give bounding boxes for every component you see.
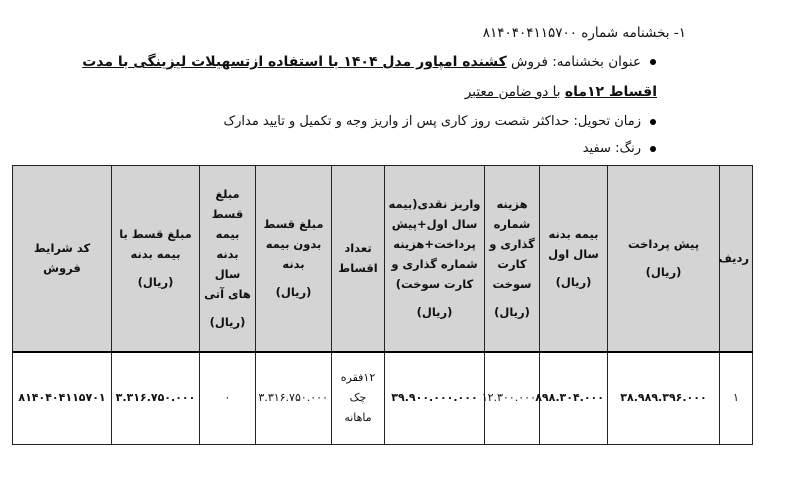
cell-insurance-installment: ۰ xyxy=(200,352,256,445)
subject-bold-term: اقساط ۱۲ماه xyxy=(564,84,657,100)
header-cell-installment-no-insurance: مبلغ قسط بدون بیمه بدنه (ریال) xyxy=(256,166,332,352)
table-header-row xyxy=(13,166,753,352)
color-line xyxy=(583,139,657,159)
subject-label: عنوان بخشنامه: xyxy=(552,54,641,70)
subject-prefix: فروش xyxy=(511,54,548,70)
header-cell-radif: ردیف xyxy=(720,166,753,352)
subject-suffix: با دو ضامن معتبر xyxy=(464,84,561,100)
header-cell-insurance-installment: مبلغ قسط بیمه بدنه سال های آتی (ریال) xyxy=(200,166,256,352)
delivery-line xyxy=(223,112,657,132)
cell-down-payment: ۳۸.۹۸۹.۳۹۶.۰۰۰ xyxy=(608,352,720,445)
header-cell-down-payment: پیش پرداخت (ریال) xyxy=(608,166,720,352)
cell-installment-with-insurance: ۳.۳۱۶.۷۵۰.۰۰۰ xyxy=(112,352,200,445)
header-cell-cash-deposit: واریز نقدی(بیمه سال اول+پیش پرداخت+هزینه شماره گذاری و کارت سوخت) (ریال) xyxy=(385,166,485,352)
subject-line xyxy=(82,52,657,72)
cell-installment-no-insurance: ۳.۳۱۶.۷۵۰.۰۰۰ xyxy=(256,352,332,445)
cell-installments: ۱۲فقره چک ماهانه xyxy=(332,352,385,445)
cell-body-insurance: ۸۹۸.۳۰۴.۰۰۰ xyxy=(540,352,608,445)
subject-bold-text: کشنده امپاور مدل ۱۴۰۴ با استفاده ازتسهیلات لیزینگی با مدت xyxy=(82,54,507,70)
header-cell-installment-count: تعداد اقساط xyxy=(332,166,385,352)
delivery-text: زمان تحویل: حداکثر شصت روز کاری پس از واریز وجه و تکمیل و تایید مدارک xyxy=(223,114,641,129)
cell-registration-cost: ۱۲.۳۰۰.۰۰۰ xyxy=(485,352,540,445)
header-cell-body-insurance: بیمه بدنه سال اول (ریال) xyxy=(540,166,608,352)
cell-sales-code: ۸۱۴۰۴۰۴۱۱۵۷۰۱ xyxy=(13,352,112,445)
table-row xyxy=(13,352,753,445)
cell-cash-deposit: ۳۹.۹۰۰.۰۰۰.۰۰۰ xyxy=(385,352,485,445)
circular-number-line: ۱- بخشنامه شماره ۸۱۴۰۴۰۴۱۱۵۷۰۰ xyxy=(482,25,686,41)
color-text: رنگ: سفید xyxy=(582,141,641,156)
header-cell-installment-with-insurance: مبلغ قسط با بیمه بدنه (ریال) xyxy=(112,166,200,352)
price-table xyxy=(12,165,753,445)
subject-line-continued xyxy=(465,82,657,102)
cell-radif: ۱ xyxy=(720,352,753,445)
header-cell-registration-cost: هزینه شماره گذاری و کارت سوخت (ریال) xyxy=(485,166,540,352)
header-cell-sales-code: کد شرایط فروش xyxy=(13,166,112,352)
